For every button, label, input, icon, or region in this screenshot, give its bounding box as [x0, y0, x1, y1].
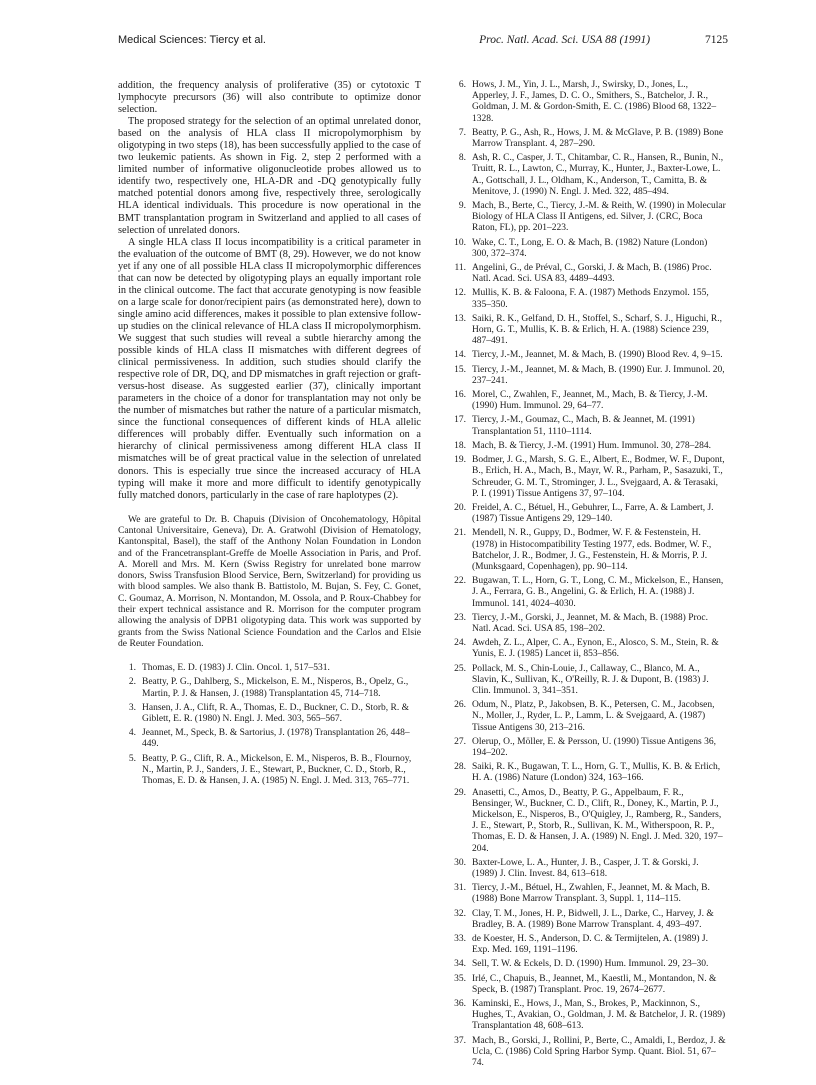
reference-text: Beatty, P. G., Dahlberg, S., Mickelson, E. M., Nisperos, B., Opelz, G., Martin, P. J. & Hansen, J. (1988) Transplantation 45, 714–718. — [142, 677, 409, 699]
reference-item — [448, 441, 726, 452]
reference-number: 4. — [128, 728, 136, 739]
reference-text: Saiki, R. K., Gelfand, D. H., Stoffel, S., Scharf, S. J., Higuchi, R., Horn, G. T., Mullis, K. B. & Erlich, H. A. (1988) Science 239, 487–491. — [472, 313, 722, 347]
running-header — [118, 34, 728, 52]
body-paragraph: A single HLA class II locus incompatibility is a critical parameter in the evaluation of the outcome of BMT (8, 29). However, we do not know yet if any one of all possible HLA class II micropolymorphic differences that can now be detected by oligotyping plays an equally important role in the clinical outcome. The fact that accurate genotyping is now feasible on a large scale for donor/recipient pairs (as demonstrated here), down to single amino acid differences, makes it possible to plan extensive follow-up studies on the clinical relevance of HLA class II micropolymorphism. We suggest that such studies will reveal a subtle hierarchy among the possible kinds of HLA class II mismatches with different degrees of clinical permissiveness. In addition, such studies should clarify the respective role of DR, DQ, and DP mismatches in graft rejection or graft-versus-host disease. As suggested earlier (37), clinically important parameters in the choice of a donor for transplantation may not only be the number of mismatches but rather the nature of a particular mismatch, since the functional consequences of different kinds of HLA allelic differences will probably differ. Eventually such information on a hierarchy of clinical permissiveness among different HLA class II mismatches will be of great practical value in the selection of unrelated donors. This is especially true since the increased accuracy of HLA typing will make it more and more difficult to identify genotypically fully matched donors, particularly in the case of rare haplotypes (2). — [118, 236, 421, 501]
reference-text: Wake, C. T., Long, E. O. & Mach, B. (1982) Nature (London) 300, 372–374. — [472, 237, 708, 259]
reference-text: Tiercy, J.-M., Gorski, J., Jeannet, M. & Mach, B. (1988) Proc. Natl. Acad. Sci. USA 85, 198–202. — [472, 612, 708, 634]
reference-item — [448, 1036, 726, 1070]
reference-text: Irlé, C., Chapuis, B., Jeannet, M., Kaestli, M., Montandon, N. & Speck, B. (1987) Transplant. Proc. 19, 2674–2677. — [472, 973, 717, 995]
reference-item — [448, 415, 726, 437]
reference-number: 11. — [454, 263, 466, 274]
reference-number: 36. — [454, 999, 466, 1010]
reference-item — [448, 128, 726, 150]
reference-item — [448, 909, 726, 931]
reference-item — [448, 314, 726, 348]
reference-item — [448, 263, 726, 285]
reference-item — [448, 974, 726, 996]
reference-item — [448, 238, 726, 260]
reference-text: Bugawan, T. L., Horn, G. T., Long, C. M., Mickelson, E., Hansen, J. A., Ferrara, G. B., Angelini, G. & Erlich, H. A. (1988) J. Immunol. 141, 4024–4030. — [472, 576, 724, 609]
reference-number: 24. — [454, 638, 466, 649]
reference-item — [448, 201, 726, 235]
reference-text: Baxter-Lowe, L. A., Hunter, J. B., Casper, J. T. & Gorski, J. (1989) J. Clin. Invest. 84, 613–618. — [472, 857, 699, 879]
reference-text: Mach, B. & Tiercy, J.-M. (1991) Hum. Immunol. 30, 278–284. — [472, 440, 711, 451]
reference-number: 37. — [454, 1035, 466, 1046]
reference-text: Anasetti, C., Amos, D., Beatty, P. G., Appelbaum, F. R., Bensinger, W., Buckner, C. D., Clift, R., Doney, K., Martin, P. J., Mickelson, E., Nisperos, B., O'Quigley, J., Ramberg, R., Sanders, J. E., Stewart, P., Storb, R., Sullivan, K. M., Witherspoon, R. P., Thomas, E. D. & Hansen, J. A. (1989) N. Engl. J. Med. 320, 197–204. — [472, 787, 723, 854]
reference-number: 6. — [458, 80, 466, 90]
reference-number: 8. — [458, 153, 466, 164]
reference-number: 16. — [454, 390, 466, 401]
reference-item — [448, 613, 726, 635]
reference-item — [118, 728, 421, 750]
section-author-header: Medical Sciences: Tiercy et al. — [118, 34, 266, 46]
reference-number: 1. — [128, 663, 136, 674]
reference-number: 3. — [128, 702, 136, 713]
reference-text: Saiki, R. K., Bugawan, T. L., Horn, G. T., Mullis, K. B. & Erlich, H. A. (1986) Nature (London) 324, 163–166. — [472, 762, 721, 784]
reference-number: 25. — [454, 663, 466, 674]
reference-text: Angelini, G., de Préval, C., Gorski, J. & Mach, B. (1986) Proc. Natl. Acad. Sci. USA 83, 4489–4493. — [472, 263, 712, 285]
reference-number: 14. — [454, 350, 466, 361]
reference-number: 19. — [454, 455, 466, 466]
reference-text: Hansen, J. A., Clift, R. A., Thomas, E. D., Buckner, C. D., Storb, R. & Giblett, E. R. (1980) N. Engl. J. Med. 303, 565–567. — [142, 702, 410, 725]
reference-text: Kaminski, E., Hows, J., Man, S., Brokes, P., Mackinnon, S., Hughes, T., Avakian, O., Goldman, J. M. & Batchelor, J. R. (1989) Transplantation 48, 608–613. — [472, 999, 726, 1032]
reference-item — [448, 80, 726, 125]
reference-text: Tiercy, J.-M., Bétuel, H., Zwahlen, F., Jeannet, M. & Mach, B. (1988) Bone Marrow Transplant. 3, Suppl. 1, 114–115. — [472, 883, 710, 905]
reference-text: Tiercy, J.-M., Jeannet, M. & Mach, B. (1990) Eur. J. Immunol. 20, 237–241. — [472, 364, 725, 386]
reference-text: Clay, T. M., Jones, H. P., Bidwell, J. L., Darke, C., Harvey, J. & Bradley, B. A. (1989) Bone Marrow Transplant. 4, 493–497. — [472, 908, 714, 930]
body-paragraph: The proposed strategy for the selection of an optimal unrelated donor, based on the analysis of HLA class II micropolymorphism by oligotyping in two steps (18), has been successfully applied to the case of two leukemic patients. As shown in Fig. 2, step 2 performed with a limited number of informative oligonucleotide probes allowed us to identify two, respectively one, HLA-DR and -DQ genotypically fully matched potential donors among five, respectively three, serologically HLA identical individuals. This procedure is now operational in the BMT transplantation program in Switzerland and applied to all cases of selection of unrelated donors. — [118, 116, 421, 236]
reference-number: 29. — [454, 787, 466, 798]
reference-item — [118, 663, 421, 674]
reference-number: 21. — [454, 528, 466, 539]
reference-number: 35. — [454, 973, 466, 984]
reference-number: 34. — [454, 959, 466, 970]
reference-item — [448, 762, 726, 784]
reference-number: 13. — [454, 313, 466, 324]
reference-list-right — [448, 80, 726, 1069]
acknowledgment: We are grateful to Dr. B. Chapuis (Division of Oncohematology, Hôpital Cantonal Universitaire, Geneva), Dr. A. Gratwohl (Division of Hematology, Kantonspital, Basel), the staff of the Anthony Nolan Foundation in London and of the Francetransplant-Greffe de Moelle Association in Paris, and Prof. A. Morell and Mrs. M. Kern (Swiss Registry for unrelated bone marrow donors, Swiss Transfusion Blood Service, Bern, Switzerland) for providing us with blood samples. We also thank B. Battistolo, M. Bujan, S. Fey, C. Gonet, C. Goumaz, A. Morrison, N. Montandon, M. Ossola, and P. Roux-Chabbey for their expert technical assistance and R. Morrison for the computer program allowing the analysis of DPB1 oligotyping data. This work was supported by grants from the Swiss National Science Foundation and the Carlos and Elsie de Reuter Foundation. — [118, 513, 421, 649]
reference-list-left — [118, 663, 421, 787]
right-column — [448, 80, 726, 1072]
reference-text: Ash, R. C., Casper, J. T., Chitambar, C. R., Hansen, R., Bunin, N., Truitt, R. L., Lawton, C., Murray, K., Hunter, J., Baxter-Lowe, L. A., Gottschall, J. L., Oldham, K., Anderson, T., Camitta, B. & Menitove, J. (1990) N. Engl. J. Med. 322, 485–494. — [472, 153, 724, 197]
reference-number: 27. — [454, 736, 466, 747]
reference-item — [448, 999, 726, 1033]
reference-item — [448, 503, 726, 525]
reference-item — [448, 365, 726, 387]
reference-text: Odum, N., Platz, P., Jakobsen, B. K., Petersen, C. M., Jacobsen, N., Moller, J., Ryder, L. P., Lamm, L. & Svejgaard, A. (1987) Tissue Antigens 30, 213–216. — [472, 700, 715, 733]
reference-number: 26. — [454, 700, 466, 711]
reference-text: Mach, B., Gorski, J., Rollini, P., Berte, C., Amaldi, I., Berdoz, J. & Ucla, C. (1986) Cold Spring Harbor Symp. Quant. Biol. 51, 67–74. — [472, 1035, 726, 1069]
reference-item — [448, 934, 726, 956]
reference-number: 31. — [454, 883, 466, 894]
reference-number: 9. — [458, 201, 466, 212]
reference-text: Beatty, P. G., Clift, R. A., Mickelson, E. M., Nisperos, B. B., Flournoy, N., Martin, P. J., Sanders, J. E., Stewart, P., Buckner, C. D., Storb, R., Thomas, E. D. & Hansen, J. A. (1985) N. Engl. J. Med. 313, 765–771. — [142, 753, 412, 787]
reference-item — [118, 677, 421, 699]
reference-text: Olerup, O., Möller, E. & Persson, U. (1990) Tissue Antigens 36, 194–202. — [472, 736, 716, 758]
reference-text: Mach, B., Berte, C., Tiercy, J.-M. & Reith, W. (1990) in Molecular Biology of HLA Class II Antigens, ed. Silver, J. (CRC, Boca Raton, FL), pp. 201–223. — [472, 201, 726, 234]
reference-text: Freidel, A. C., Bétuel, H., Gebuhrer, L., Farre, A. & Lambert, J. (1987) Tissue Antigens 29, 129–140. — [472, 502, 714, 525]
reference-item — [448, 576, 726, 610]
reference-number: 10. — [454, 237, 466, 248]
reference-item — [448, 858, 726, 880]
reference-item — [448, 528, 726, 573]
reference-text: Morel, C., Zwahlen, F., Jeannet, M., Mach, B. & Tiercy, J.-M. (1990) Hum. Immunol. 29, 64–77. — [472, 390, 708, 412]
reference-item — [448, 350, 726, 361]
page-number: 7125 — [705, 34, 728, 46]
reference-item — [118, 703, 421, 725]
reference-text: Mullis, K. B. & Faloona, F. A. (1987) Methods Enzymol. 155, 335–350. — [472, 288, 709, 310]
reference-item — [448, 788, 726, 855]
reference-text: Beatty, P. G., Ash, R., Hows, J. M. & McGlave, P. B. (1989) Bone Marrow Transplant. 4, 287–290. — [472, 127, 724, 150]
reference-text: Hows, J. M., Yin, J. L., Marsh, J., Swirsky, D., Jones, L., Apperley, J. F., James, D. C. O., Smithers, S., Batchelor, J. R., Goldman, J. M. & Gordon-Smith, E. C. (1986) Blood 68, 1322–1328. — [472, 80, 717, 124]
reference-number: 32. — [454, 908, 466, 919]
body-paragraph: addition, the frequency analysis of proliferative (35) or cytotoxic T lymphocyte precursors (36) will also contribute to optimize donor selection. — [118, 80, 421, 116]
reference-text: Awdeh, Z. L., Alper, C. A., Eynon, E., Alosco, S. M., Stein, R. & Yunis, E. J. (1985) Lancet ii, 853–856. — [472, 638, 719, 660]
reference-text: Tiercy, J.-M., Goumaz, C., Mach, B. & Jeannet, M. (1991) Transplantation 51, 1110–1114. — [472, 415, 695, 437]
reference-item — [448, 153, 726, 198]
reference-number: 2. — [128, 677, 136, 688]
reference-number: 5. — [128, 753, 136, 764]
journal-header — [479, 34, 728, 46]
reference-number: 30. — [454, 857, 466, 868]
reference-text: Jeannet, M., Speck, B. & Sartorius, J. (1978) Transplantation 26, 448–449. — [142, 728, 410, 750]
reference-text: Mendell, N. R., Guppy, D., Bodmer, W. F. & Festenstein, H. (1978) in Histocompatibility Testing 1977, eds. Bodmer, W. F., Batchelor, J. R., Bodmer, J. G., Festenstein, H. & Morris, P. J. (Munksgaard, Copenhagen), pp. 90–114. — [472, 528, 712, 572]
journal-citation: Proc. Natl. Acad. Sci. USA 88 (1991) — [479, 34, 651, 46]
reference-item — [448, 700, 726, 734]
reference-text: de Koester, H. S., Anderson, D. C. & Termijtelen, A. (1989) J. Exp. Med. 169, 1191–1196. — [472, 934, 708, 956]
reference-item — [448, 638, 726, 660]
reference-number: 18. — [454, 440, 466, 451]
reference-item — [448, 737, 726, 759]
reference-number: 12. — [454, 288, 466, 299]
reference-item — [448, 883, 726, 905]
reference-number: 15. — [454, 364, 466, 375]
reference-item — [118, 754, 421, 788]
reference-text: Thomas, E. D. (1983) J. Clin. Oncol. 1, 517–531. — [142, 663, 330, 674]
left-column — [118, 80, 421, 790]
reference-number: 23. — [454, 612, 466, 623]
reference-text: Bodmer, J. G., Marsh, S. G. E., Albert, E., Bodmer, W. F., Dupont, B., Erlich, H. A., Mach, B., Mayr, W. R., Parham, P., Sasazuki, T., Schreuder, G. M. T., Strominger, J. L., Svejgaard, A. & Terasaki, P. I. (1991) Tissue Antigens 37, 97–104. — [472, 455, 725, 499]
reference-number: 22. — [454, 576, 466, 587]
reference-item — [448, 288, 726, 310]
reference-item — [448, 455, 726, 500]
reference-number: 20. — [454, 502, 466, 513]
reference-text: Tiercy, J.-M., Jeannet, M. & Mach, B. (1990) Blood Rev. 4, 9–15. — [472, 350, 723, 361]
reference-item — [448, 959, 726, 970]
reference-number: 28. — [454, 762, 466, 773]
reference-number: 17. — [454, 415, 466, 426]
reference-item — [448, 390, 726, 412]
reference-number: 33. — [454, 934, 466, 945]
reference-item — [448, 664, 726, 698]
reference-text: Pollack, M. S., Chin-Louie, J., Callaway, C., Blanco, M. A., Slavin, K., Sullivan, K., O'Reilly, R. J. & Dupont, B. (1983) J. Clin. Immunol. 3, 341–351. — [472, 663, 709, 696]
reference-number: 7. — [458, 127, 466, 138]
reference-text: Sell, T. W. & Eckels, D. D. (1990) Hum. Immunol. 29, 23–30. — [472, 959, 709, 970]
